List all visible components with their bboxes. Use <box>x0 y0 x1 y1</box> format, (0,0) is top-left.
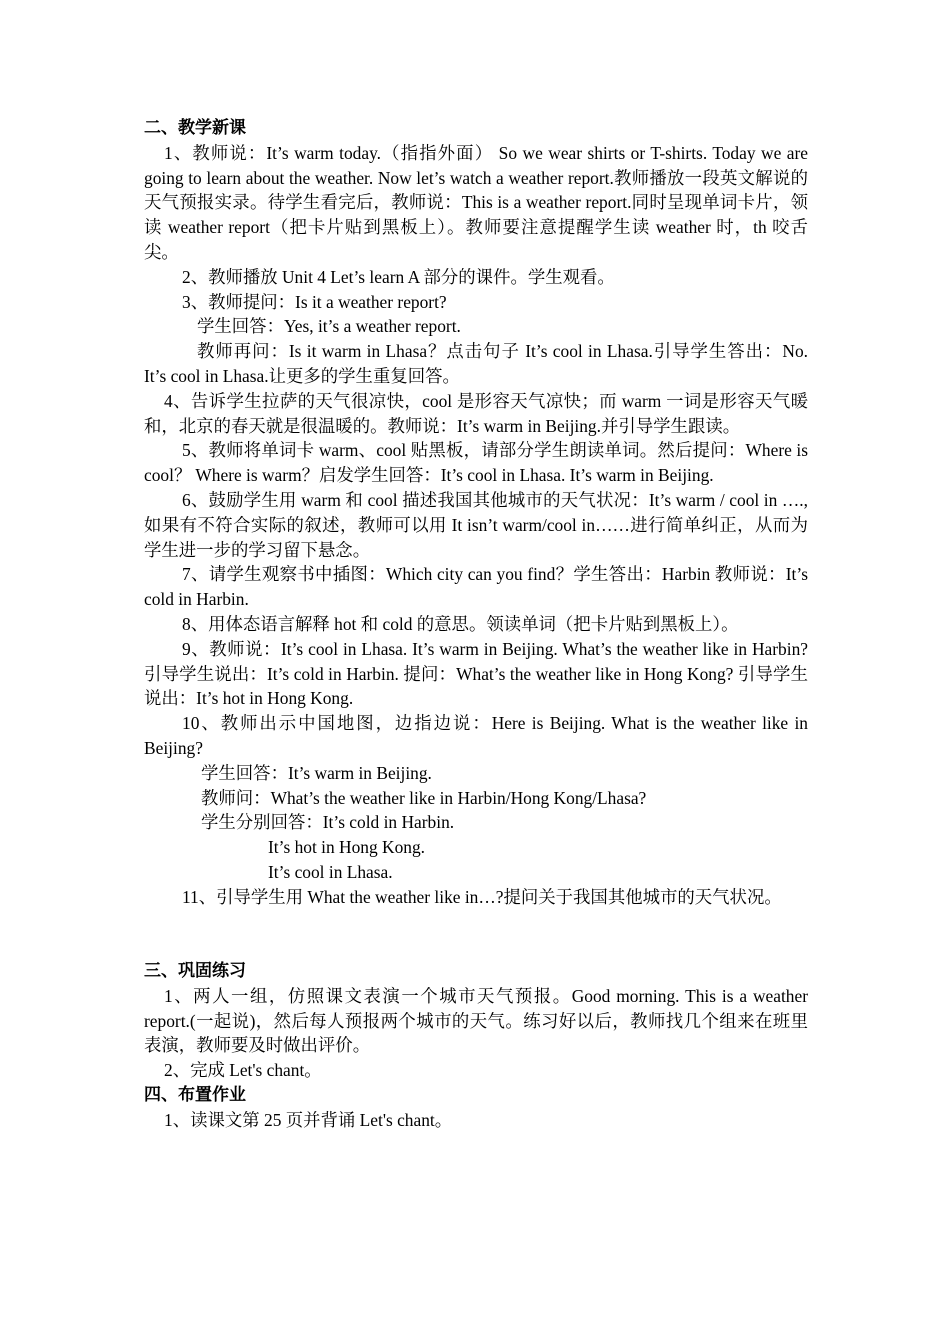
paragraph-teaching-10-answer: 学生回答：It’s warm in Beijing. <box>201 762 432 783</box>
paragraph-teaching-6: 6、鼓励学生用 warm 和 cool 描述我国其他城市的天气状况：It’s warm / cool in …., 如果有不符合实际的叙述，教师可以用 It isn’t warm/cool in……进行简单纠正，从而为学生进一步的学习留下悬念。 <box>144 489 808 560</box>
paragraph-teaching-1: 1、教师说：It’s warm today.（指指外面） So we wear shirts or T-shirts. Today we are going to learn about the weather. Now let’s watch a weather report.教师播放一段英文解说的天气预报实录。待学生看完后，教师说：This is a weather report.同时呈现单词卡片，领读 weather report（把卡片贴到黑板上）。教师要注意提醒学生读 weather 时，th 咬舌尖。 <box>144 142 808 262</box>
section-gap <box>144 910 808 960</box>
paragraph-teaching-10: 10、教师出示中国地图，边指边说：Here is Beijing. What is the weather like in Beijing? <box>144 713 808 758</box>
section-heading-teaching: 二、教学新课 <box>144 118 246 138</box>
paragraph-teaching-10-answer-hot: It’s hot in Hong Kong. <box>268 837 425 858</box>
paragraph-teaching-7: 7、请学生观察书中插图：Which city can you find？学生答出：Harbin 教师说：It’s cold in Harbin. <box>144 564 808 610</box>
paragraph-teaching-10-answer-cool: It’s cool in Lhasa. <box>268 861 393 882</box>
paragraph-teaching-3: 3、教师提问：Is it a weather report? <box>182 291 447 312</box>
paragraph-homework-1: 1、读课文第 25 页并背诵 Let's chant。 <box>164 1109 453 1130</box>
paragraph-teaching-8: 8、用体态语言解释 hot 和 cold 的意思。领读单词（把卡片贴到黑板上）。 <box>182 613 739 634</box>
paragraph-teaching-2: 2、教师播放 Unit 4 Let’s learn A 部分的课件。学生观看。 <box>182 266 615 287</box>
section-heading-homework: 四、布置作业 <box>144 1085 246 1106</box>
paragraph-teaching-10-question: 教师问：What’s the weather like in Harbin/Hong Kong/Lhasa? <box>201 787 647 808</box>
paragraph-practice-1: 1、两人一组，仿照课文表演一个城市天气预报。Good morning. This is a weather report.(一起说)，然后每人预报两个城市的天气。练习好以后，教师找几个组来在班里表演，教师要及时做出评价。 <box>144 985 808 1056</box>
paragraph-teaching-9: 9、教师说：It’s cool in Lhasa. It’s warm in Beijing. What’s the weather like in Harbin?引导学生说出：It’s cold in Harbin. 提问：What’s the weather like in Hong Kong? 引导学生说出：It’s hot in Hong Kong. <box>144 638 808 709</box>
paragraph-teaching-11: 11、引导学生用 What the weather like in…?提问关于我国其他城市的天气状况。 <box>182 886 782 907</box>
paragraph-teaching-3-followup: 教师再问：Is it warm in Lhasa？点击句子 It’s cool in Lhasa.引导学生答出：No. It’s cool in Lhasa.让更多的学生重复回答。 <box>144 341 808 386</box>
paragraph-teaching-10-answers: 学生分别回答：It’s cold in Harbin. <box>201 812 455 833</box>
document-page <box>144 116 808 1133</box>
paragraph-teaching-4: 4、告诉学生拉萨的天气很凉快，cool 是形容天气凉快；而 warm 一词是形容天气暖和，北京的春天就是很温暖的。教师说：It’s warm in Beijing.并引导学生跟读。 <box>144 390 808 436</box>
paragraph-teaching-5: 5、教师将单词卡 warm、cool 贴黑板，请部分学生朗读单词。然后提问：Where is cool？ Where is warm？启发学生回答：It’s cool in Lhasa. It’s warm in Beijing. <box>144 440 808 486</box>
paragraph-practice-2: 2、完成 Let's chant。 <box>164 1060 322 1081</box>
section-heading-practice: 三、巩固练习 <box>144 961 246 982</box>
paragraph-teaching-3-answer: 学生回答：Yes, it’s a weather report. <box>197 316 461 337</box>
